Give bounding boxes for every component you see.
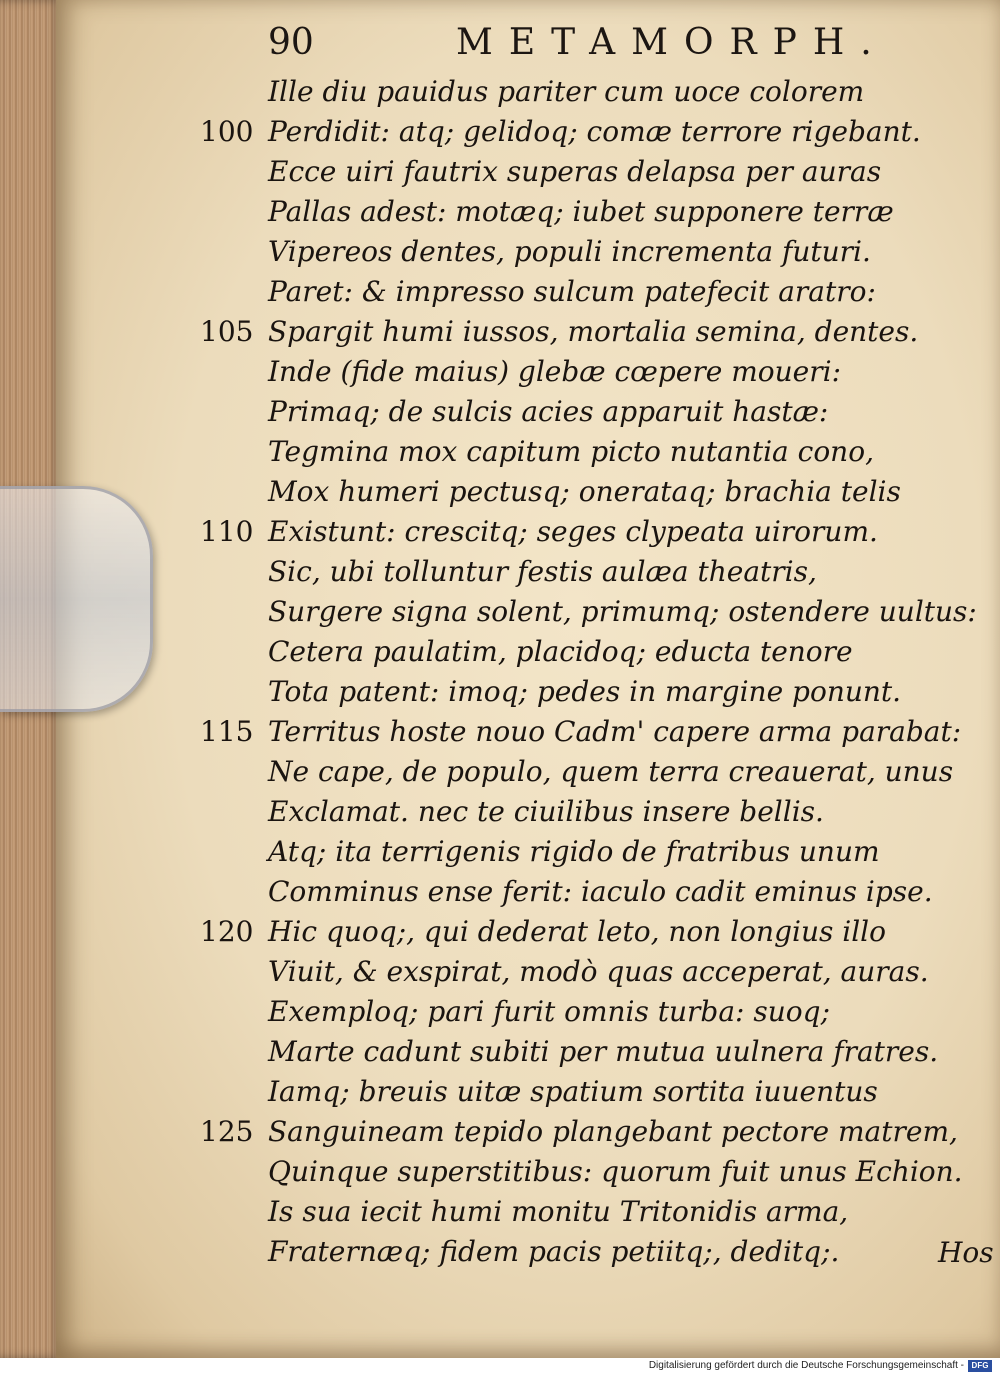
verse-text: Territus hoste nouo Cadm' capere arma parabat: — [268, 715, 962, 748]
verse-text: Tota patent: imoq; pedes in margine ponunt. — [268, 675, 902, 708]
verse-text: Cetera paulatim, placidoq; educta tenore — [268, 635, 853, 668]
verse-text: Is sua iecit humi monitu Tritonidis arma, — [268, 1195, 849, 1228]
verse-text: Marte cadunt subiti per mutua uulnera fratres. — [268, 1035, 939, 1068]
verse-text: Mox humeri pectusq; onerataq; brachia telis — [268, 475, 901, 508]
line-number: 105 — [200, 315, 254, 348]
verse-text: Perdidit: atq; gelidoq; comæ terrore rigebant. — [268, 115, 921, 148]
verse-line — [200, 352, 960, 392]
verse-line — [200, 1032, 960, 1072]
verse-text: Atq; ita terrigenis rigido de fratribus unum — [268, 835, 880, 868]
verse-line — [200, 592, 977, 632]
verse-line — [200, 1232, 960, 1272]
verse-text: Existunt: crescitq; seges clypeata uirorum. — [268, 515, 878, 548]
verse-line — [200, 992, 960, 1032]
verse-line — [200, 392, 960, 432]
footer — [0, 1358, 1000, 1376]
verse-line — [200, 712, 960, 752]
verse-line — [200, 1152, 963, 1192]
verse-line — [200, 432, 960, 472]
book-clip — [0, 486, 153, 712]
dfg-logo: DFG — [968, 1360, 992, 1372]
verse-line — [200, 312, 960, 352]
verse-text: Surgere signa solent, primumq; ostendere uultus: — [268, 595, 977, 628]
footer-credit: Digitalisierung gefördert durch die Deutsche Forschungsgemeinschaft - — [648, 1360, 964, 1371]
verse-text: Primaq; de sulcis acies apparuit hastæ: — [268, 395, 829, 428]
verse-line — [200, 512, 960, 552]
verse-text: Vipereos dentes, populi incrementa futuri. — [268, 235, 871, 268]
verse-line — [200, 872, 960, 912]
line-number: 110 — [200, 515, 254, 548]
verse-block — [200, 72, 977, 1272]
verse-line — [200, 472, 960, 512]
verse-text: Iamq; breuis uitæ spatium sortita iuuentus — [268, 1075, 878, 1108]
page-header — [268, 22, 908, 70]
verse-text: Inde (fide maius) glebæ cœpere moueri: — [268, 355, 842, 388]
verse-text: Quinque superstitibus: quorum fuit unus Echion. — [268, 1155, 963, 1188]
verse-line — [200, 552, 960, 592]
line-number: 120 — [200, 915, 254, 948]
verse-text: Comminus ense ferit: iaculo cadit eminus ipse. — [268, 875, 933, 908]
verse-text: Ne cape, de populo, quem terra creauerat, unus — [268, 755, 954, 788]
verse-text: Pallas adest: motæq; iubet supponere terræ — [268, 195, 894, 228]
verse-text: Tegmina mox capitum picto nutantia cono, — [268, 435, 874, 468]
verse-text: Fraternæq; fidem pacis petiitq;, deditq;. — [268, 1235, 840, 1268]
verse-text: Exemploq; pari furit omnis turba: suoq; — [268, 995, 830, 1028]
verse-line — [200, 752, 960, 792]
verse-line — [200, 272, 960, 312]
verse-line — [200, 192, 960, 232]
verse-line — [200, 952, 960, 992]
verse-line — [200, 232, 960, 272]
verse-line — [200, 632, 960, 672]
verse-line — [200, 792, 960, 832]
verse-text: Spargit humi iussos, mortalia semina, dentes. — [268, 315, 919, 348]
verse-line — [200, 112, 960, 152]
verse-line — [200, 672, 960, 712]
verse-line — [200, 1112, 960, 1152]
verse-text: Viuit, & exspirat, modò quas acceperat, auras. — [268, 955, 929, 988]
verse-text: Hic quoq;, qui dederat leto, non longius illo — [268, 915, 886, 948]
verse-line — [200, 1192, 960, 1232]
verse-text: Paret: & impresso sulcum patefecit aratro: — [268, 275, 876, 308]
verse-line — [200, 912, 960, 952]
verse-line — [200, 72, 960, 112]
verse-text: Ille diu pauidus pariter cum uoce colorem — [268, 75, 865, 108]
verse-line — [200, 832, 960, 872]
page-number: 90 — [268, 22, 314, 63]
verse-text: Sanguineam tepido plangebant pectore matrem, — [268, 1115, 958, 1148]
verse-text: Sic, ubi tolluntur festis aulæa theatris, — [268, 555, 817, 588]
verse-line — [200, 152, 960, 192]
verse-text: Ecce uiri fautrix superas delapsa per auras — [268, 155, 882, 188]
verse-text: Exclamat. nec te ciuilibus insere bellis. — [268, 795, 824, 828]
catchword: Hos — [938, 1236, 994, 1269]
line-number: 100 — [200, 115, 254, 148]
running-head: METAMORPH. — [456, 22, 888, 63]
verse-line — [200, 1072, 960, 1112]
line-number: 115 — [200, 715, 254, 748]
line-number: 125 — [200, 1115, 254, 1148]
